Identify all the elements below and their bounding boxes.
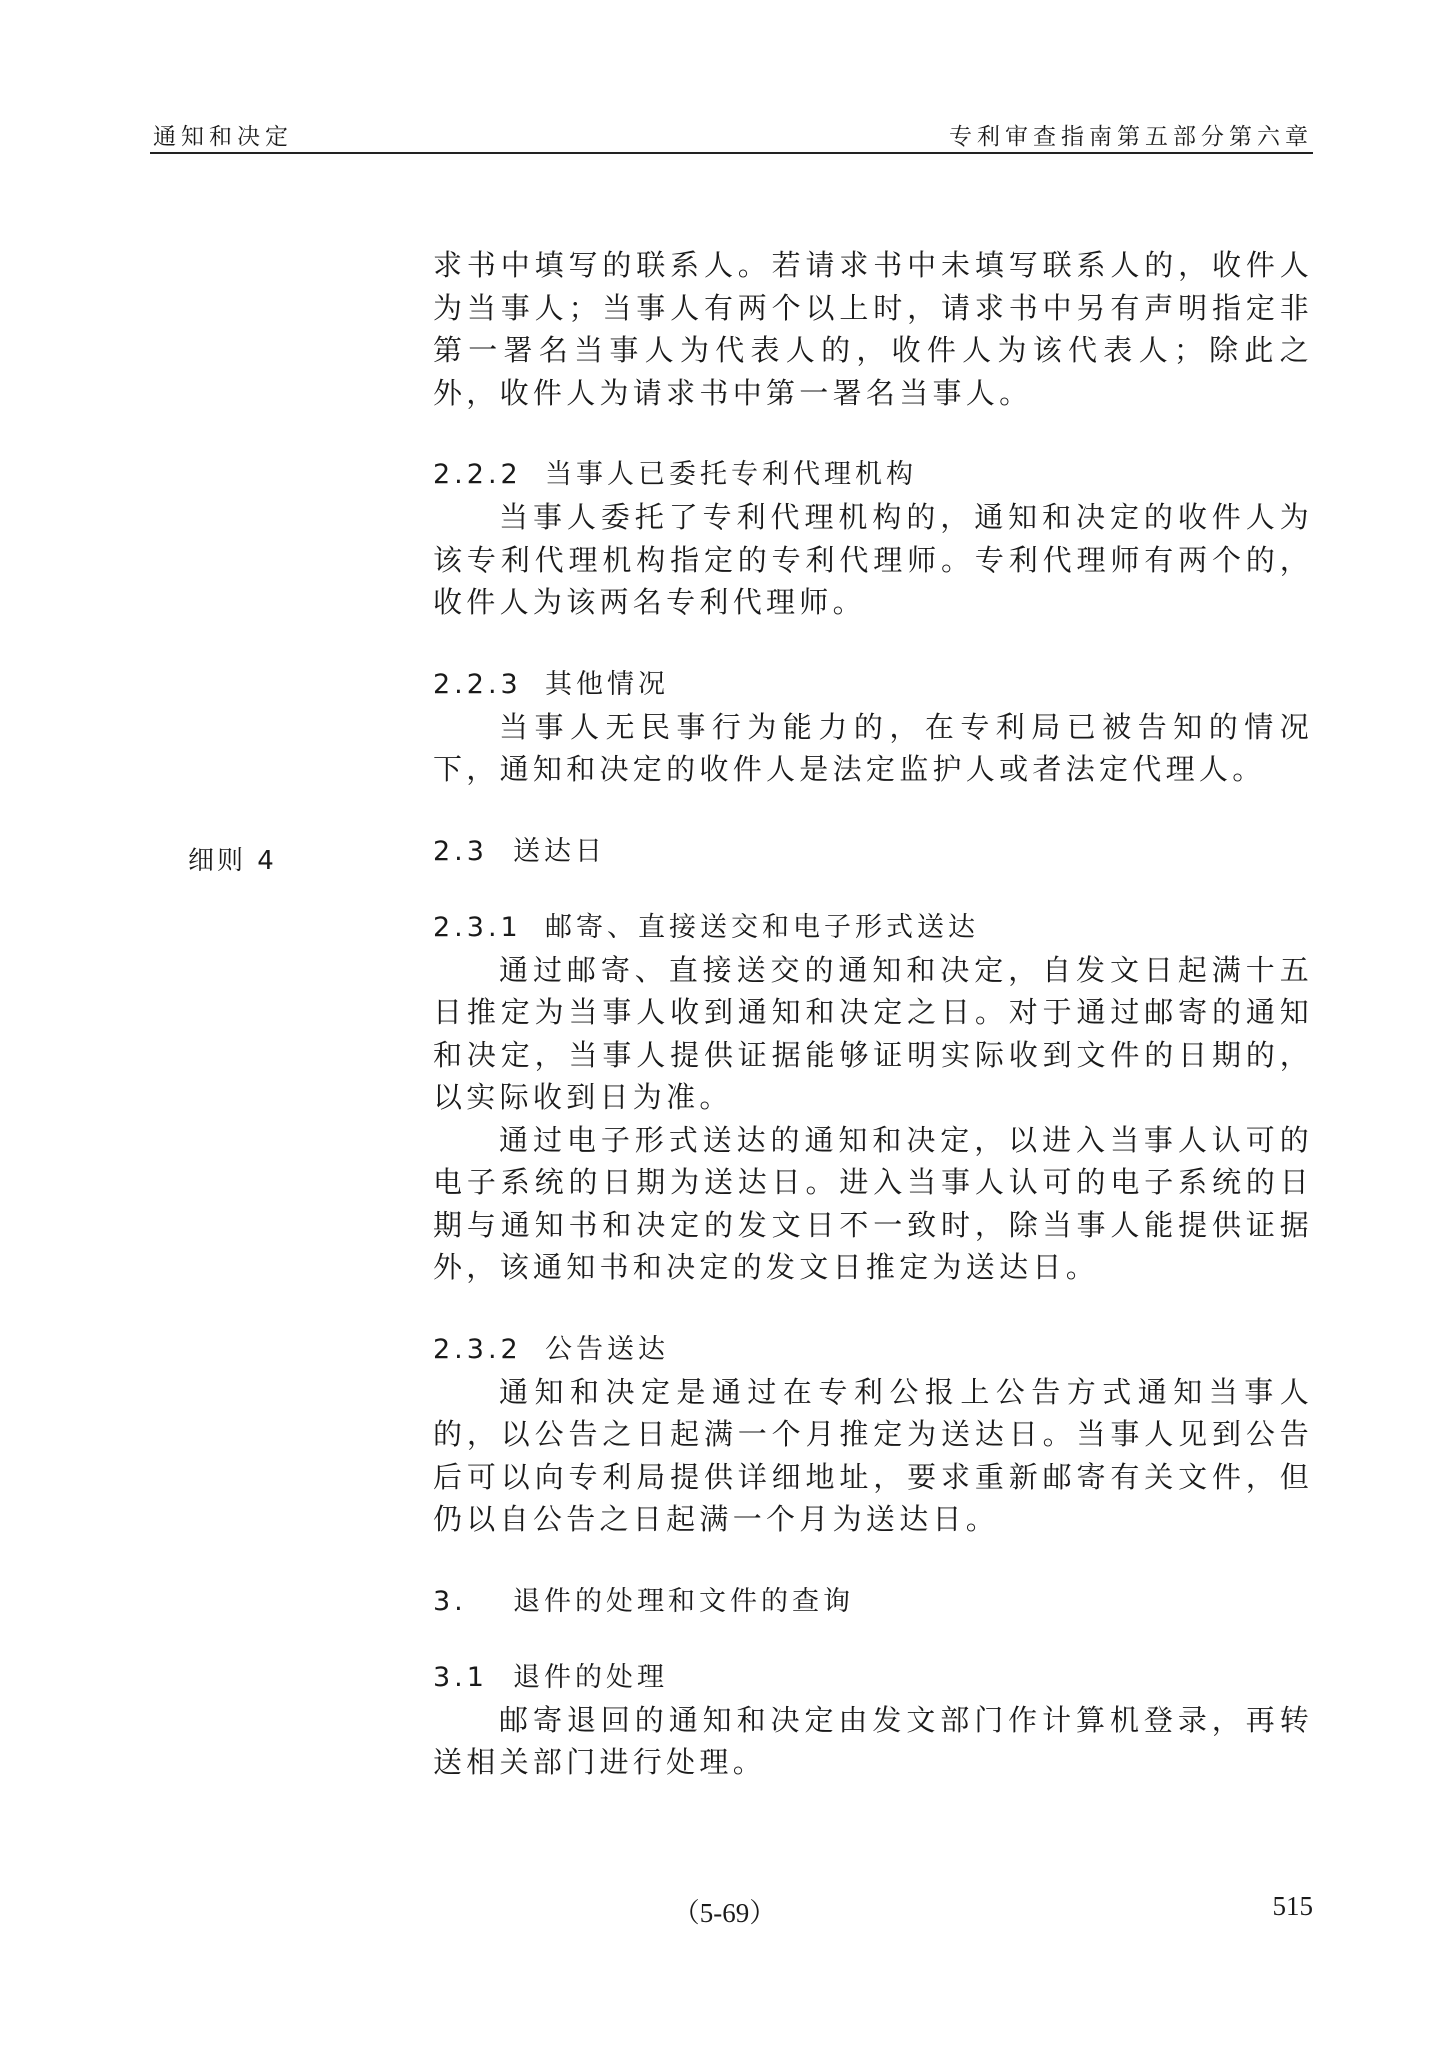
paragraph: 邮寄退回的通知和决定由发文部门作计算机登录，再转送相关部门进行处理。: [433, 1702, 1313, 1779]
running-header-right: 专利审查指南第五部分第六章: [949, 124, 1313, 150]
body-content: [433, 244, 1313, 1784]
section-page-number: （5-69）: [672, 1898, 777, 1928]
heading-title: 邮寄、直接送交和电子形式送达: [545, 911, 979, 943]
paragraph: 通过邮寄、直接送交的通知和决定，自发文日起满十五日推定为当事人收到通知和决定之日。对于通过邮寄的通知和决定，当事人提供证据能够证明实际收到文件的日期的，以实际收到日为准。: [433, 952, 1313, 1114]
heading-number: 3.1: [433, 1661, 488, 1693]
heading-2-2-3: [433, 664, 1313, 706]
paragraph: 当事人无民事行为能力的，在专利局已被告知的情况下，通知和决定的收件人是法定监护人或者法定代理人。: [433, 709, 1313, 786]
heading-title: 其他情况: [545, 668, 669, 700]
heading-3: [433, 1581, 1313, 1623]
heading-2-3-1: [433, 907, 1313, 949]
heading-number: 2.2.3: [433, 668, 522, 700]
heading-2-3: [433, 831, 1313, 873]
heading-2-3-2: [433, 1329, 1313, 1371]
paragraph: 通过电子形式送达的通知和决定，以进入当事人认可的电子系统的日期为送达日。进入当事人认可的电子系统的日期与通知书和决定的发文日不一致时，除当事人能提供证据外，该通知书和决定的发文日推定为送达日。: [433, 1122, 1313, 1284]
heading-title: 退件的处理和文件的查询: [513, 1585, 854, 1617]
heading-number: 2.2.2: [433, 459, 522, 490]
paragraph: 当事人委托了专利代理机构的，通知和决定的收件人为该专利代理机构指定的专利代理师。专利代理师有两个的，收件人为该两名专利代理师。: [433, 500, 1313, 619]
heading-number: 2.3: [433, 835, 488, 867]
heading-title: 送达日: [513, 835, 606, 867]
heading-3-1: [433, 1657, 1313, 1699]
heading-number: 3.: [433, 1585, 467, 1617]
heading-2-2-2: [433, 454, 1313, 496]
heading-title: 公告送达: [545, 1333, 669, 1365]
paragraph: 通知和决定是通过在专利公报上公告方式通知当事人的，以公告之日起满一个月推定为送达日。当事人见到公告后可以向专利局提供详细地址，要求重新邮寄有关文件，但仍以自公告之日起满一个月为送达日。: [433, 1374, 1313, 1536]
heading-title: 当事人已委托专利代理机构: [545, 459, 917, 490]
heading-number: 2.3.1: [433, 911, 522, 943]
running-header-left: 通知和决定: [153, 124, 293, 150]
heading-number: 2.3.2: [433, 1333, 522, 1365]
margin-note: 细则 4: [188, 846, 277, 876]
header-rule: [150, 152, 1313, 154]
paragraph-continued: 求书中填写的联系人。若请求书中未填写联系人的，收件人为当事人；当事人有两个以上时，请求书中另有声明指定非第一署名当事人为代表人的，收件人为该代表人；除此之外，收件人为请求书中第一署名当事人。: [433, 248, 1313, 410]
page-number: 515: [1272, 1891, 1313, 1921]
heading-title: 退件的处理: [513, 1661, 668, 1693]
